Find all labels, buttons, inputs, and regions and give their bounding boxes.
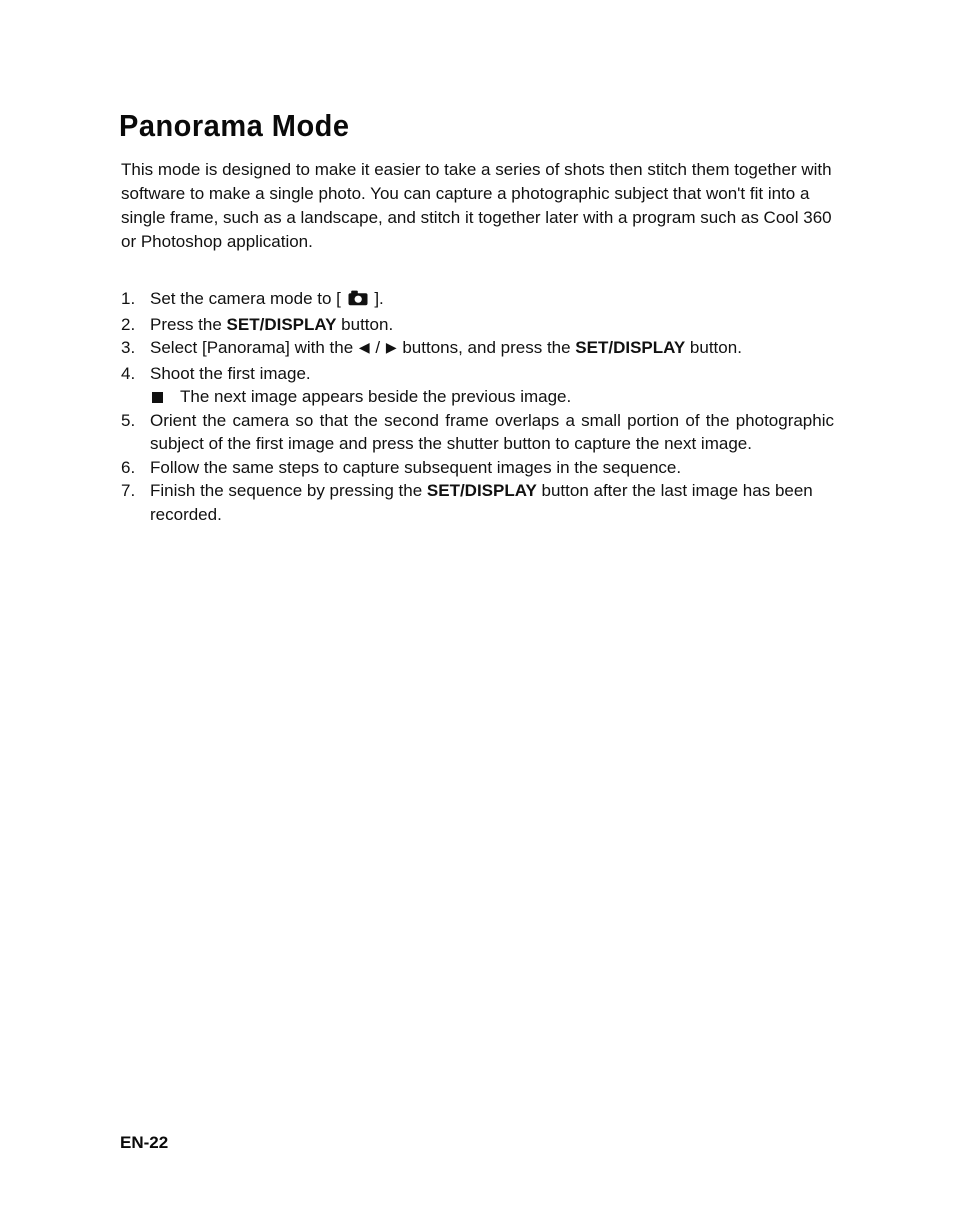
page-number: EN-22: [120, 1133, 169, 1152]
step-item: [121, 479, 834, 526]
step-number: 7.: [121, 481, 136, 500]
step-text-run: Press the: [150, 314, 227, 334]
step-number: 2.: [121, 314, 136, 334]
step-number: 6.: [121, 457, 136, 477]
step-item: [121, 313, 834, 337]
step-sub-bullet: [121, 385, 834, 409]
step-text: [150, 287, 834, 313]
step-item: [121, 409, 834, 456]
step-number: 1.: [121, 289, 136, 308]
right-arrow-icon: ▶: [385, 340, 397, 356]
step-text-run: Shoot the first image.: [150, 363, 311, 383]
bold-keyword: SET/DISPLAY: [226, 314, 337, 334]
step-item: [121, 287, 834, 313]
step-number: 3.: [121, 338, 136, 357]
step-text-run: /: [370, 338, 385, 357]
left-arrow-icon: ◀: [358, 340, 370, 356]
step-item: [121, 362, 834, 386]
step-text-run: Set the camera mode to [: [150, 289, 346, 308]
step-text: [150, 409, 834, 456]
step-text: [150, 479, 834, 526]
intro-paragraph: This mode is designed to make it easier to take a series of shots then stitch them together with software to make a single photo. You can capture a photographic subject that won't fit into a single frame, such as a landscape, and stitch it together later with a program such as Cool 360 or Photoshop application.: [121, 160, 832, 251]
step-text: [150, 456, 834, 480]
step-text-run: button.: [685, 338, 742, 357]
step-number: 4.: [121, 363, 136, 383]
page-title: Panorama Mode: [119, 110, 350, 144]
step-text-run: ].: [369, 289, 384, 308]
step-text: [150, 336, 834, 362]
square-bullet-icon: [152, 392, 163, 403]
step-text-run: buttons, and press the: [397, 338, 576, 357]
steps-list: [121, 287, 834, 526]
step-text: [150, 362, 834, 386]
step-text-run: button after the last image has been recorded.: [150, 481, 813, 524]
step-text-run: Follow the same steps to capture subsequent images in the sequence.: [150, 457, 682, 477]
bold-keyword: SET/DISPLAY: [575, 338, 686, 357]
step-text-run: Orient the camera so that the second frame overlaps a small portion of the photographic subject of the first image and press the shutter button to capture the next image.: [150, 410, 834, 453]
step-number: 5.: [121, 410, 136, 430]
step-text: [150, 313, 834, 337]
step-item: [121, 336, 834, 362]
step-text-run: Finish the sequence by pressing the: [150, 481, 427, 500]
camera-icon: [348, 289, 368, 313]
step-text-run: button.: [336, 314, 394, 334]
bold-keyword: SET/DISPLAY: [426, 481, 537, 500]
step-text-run: Select [Panorama] with the: [150, 338, 358, 357]
step-item: [121, 456, 834, 480]
sub-bullet-text: The next image appears beside the previous image.: [180, 387, 572, 406]
